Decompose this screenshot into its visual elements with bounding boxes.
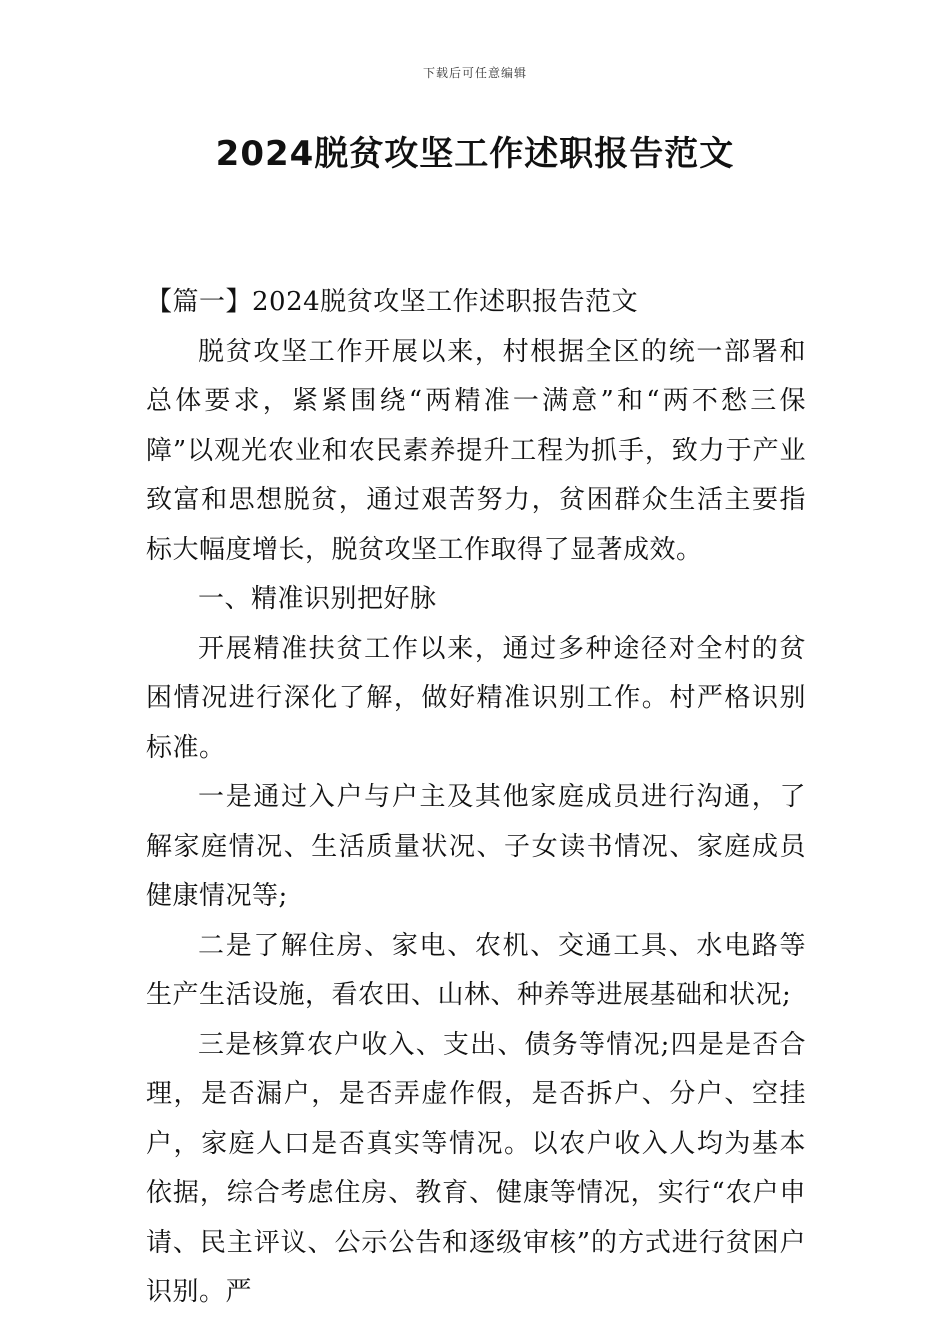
- paragraph-intro: 脱贫攻坚工作开展以来，村根据全区的统一部署和总体要求，紧紧围绕“两精准一满意”和“两不愁三保障”以观光农业和农民素养提升工程为抓手，致力于产业致富和思想脱贫，通过艰苦努力，贫困群众生活主要指标大幅度增长，脱贫攻坚工作取得了显著成效。: [146, 336, 806, 565]
- document-title: 2024脱贫攻坚工作述职报告范文: [215, 134, 735, 174]
- document-body: [146, 278, 806, 1318]
- paragraph-identification-overview: 开展精准扶贫工作以来，通过多种途径对全村的贫困情况进行深化了解，做好精准识别工作。村严格识别标准。: [146, 633, 806, 763]
- paragraph-point-one: 一是通过入户与户主及其他家庭成员进行沟通，了解家庭情况、生活质量状况、子女读书情况、家庭成员健康情况等;: [146, 782, 806, 911]
- paragraph-point-three: 三是核算农户收入、支出、债务等情况;四是是否合理，是否漏户，是否弄虚作假，是否拆户、分户、空挂户，家庭人口是否真实等情况。以农户收入人均为基本依据，综合考虑住房、教育、健康等情况，实行“农户申请、民主评议、公示公告和逐级审核”的方式进行贫困户识别。严: [146, 1029, 806, 1307]
- paragraph-point-two: 二是了解住房、家电、农机、交通工具、水电路等生产生活设施，看农田、山林、种养等进展基础和状况;: [146, 930, 806, 1010]
- section-label: 【篇一】2024脱贫攻坚工作述职报告范文: [146, 287, 639, 317]
- header-note: 下载后可任意编辑: [422, 66, 527, 80]
- section-heading-precise-identification: 一、精准识别把好脉: [198, 584, 437, 614]
